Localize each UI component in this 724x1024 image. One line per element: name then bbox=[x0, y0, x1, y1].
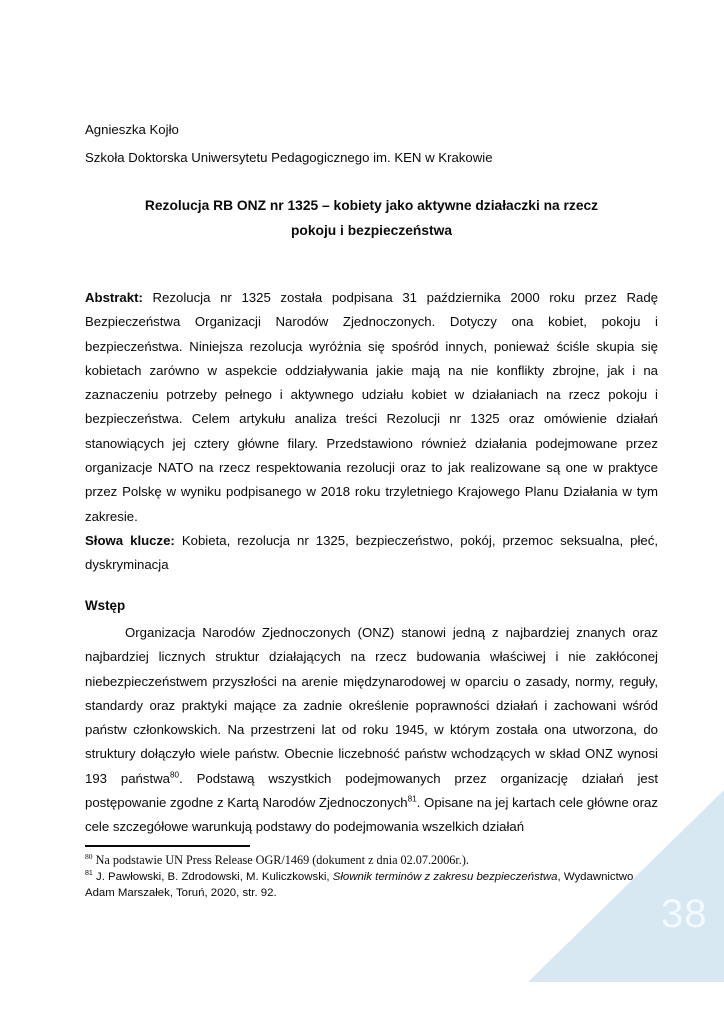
page-number: 38 bbox=[661, 892, 708, 936]
keywords-paragraph bbox=[85, 529, 658, 578]
author-affiliation: Szkoła Doktorska Uniwersytetu Pedagogicznego im. KEN w Krakowie bbox=[85, 149, 493, 165]
footnote-separator-rule bbox=[85, 845, 250, 847]
byline bbox=[85, 116, 658, 171]
keywords-text: Kobieta, rezolucja nr 1325, bezpieczeństwo, pokój, przemoc seksualna, płeć, dyskryminacja bbox=[85, 532, 658, 573]
footnote-81-marker: 81 bbox=[85, 869, 93, 877]
footnotes-section bbox=[85, 845, 658, 902]
intro-text-2: . Podstawą wszystkich podejmowanych przez organizację działań jest postępowanie zgodne z Kartą Narodów Zjednoczonych bbox=[85, 770, 658, 811]
introduction-paragraph bbox=[85, 621, 658, 840]
section-heading-wstep: Wstęp bbox=[85, 598, 126, 613]
footnote-ref-81: 81 bbox=[407, 794, 417, 804]
footnote-81 bbox=[85, 869, 658, 902]
intro-text-1: Organizacja Narodów Zjednoczonych (ONZ) stanowi jedną z najbardziej znanych oraz najbardziej licznych struktur działających na rzecz budowania właściwej i nie zakłóconej niebezpieczeństwem przyszłości na arenie międzynarodowej w oparciu o zasady, normy, reguły, standardy oraz praktyki mające za zadnie określenie poprawności działań i zachowani wśród państw członkowskich. Na przestrzeni lat od roku 1945, w którym została ona utworzona, do struktury dołączyło wiele państw. Obecnie liczebność państw wchodzących w skład ONZ wynosi 193 państwa bbox=[85, 625, 658, 786]
footnote-81-text-prefix: J. Pawłowski, B. Zdrodowski, M. Kuliczkowski, bbox=[96, 870, 333, 883]
abstract-text: Rezolucja nr 1325 została podpisana 31 października 2000 roku przez Radę Bezpieczeństwa Organizacji Narodów Zjednoczonych. Dotyczy ona kobiet, pokoju i bezpieczeństwa. Niniejsza rezolucja wyróżnia się spośród innych, ponieważ ściśle skupia się kobietach zarówno w aspekcie oddziaływania jakie mają na nie konflikty zbrojne, jak i na zaznaczeniu potrzeby pełnego i aktywnego udziału kobiet w działaniach na rzecz pokoju i bezpieczeństwa. Celem artykułu analiza treści Rezolucji nr 1325 oraz omówienie działań stanowiących jej cztery główne filary. Przedstawiono również działania podejmowane przez organizacje NATO na rzecz respektowania rezolucji oraz to jak realizowane są one w praktyce przez Polskę w wyniku podpisanego w 2018 roku trzyletniego Krajowego Planu Działania w tym zakresie. bbox=[85, 290, 658, 524]
author-name: Agnieszka Kojło bbox=[85, 122, 179, 137]
article-title-line-2: pokoju i bezpieczeństwa bbox=[291, 223, 452, 238]
footnote-80-marker: 80 bbox=[85, 851, 93, 861]
footnote-81-book-title: Słownik terminów z zakresu bezpieczeństwa bbox=[332, 870, 558, 883]
intro-text-3: . Opisane na jej kartach cele główne oraz cele szczegółowe warunkują podstawy do podejmowania wszelkich działań bbox=[85, 795, 658, 835]
footnote-80 bbox=[85, 852, 658, 869]
article-title-line-1: Rezolucja RB ONZ nr 1325 – kobiety jako aktywne działaczki na rzecz bbox=[144, 198, 599, 213]
footnote-80-text: Na podstawie UN Press Release OGR/1469 (dokument z dnia 02.07.2006r.). bbox=[95, 853, 469, 867]
footnote-81-text-suffix: , Wydawnictwo Adam Marszałek, Toruń, 2020, str. 92. bbox=[85, 870, 634, 899]
keywords-label: Słowa klucze: bbox=[85, 532, 175, 548]
abstract-paragraph bbox=[85, 286, 658, 529]
footnote-ref-80: 80 bbox=[169, 770, 180, 780]
introduction-block bbox=[85, 621, 658, 840]
article-title bbox=[85, 193, 658, 243]
abstract-label: Abstrakt: bbox=[85, 290, 143, 305]
abstract-keywords-block bbox=[85, 286, 658, 578]
